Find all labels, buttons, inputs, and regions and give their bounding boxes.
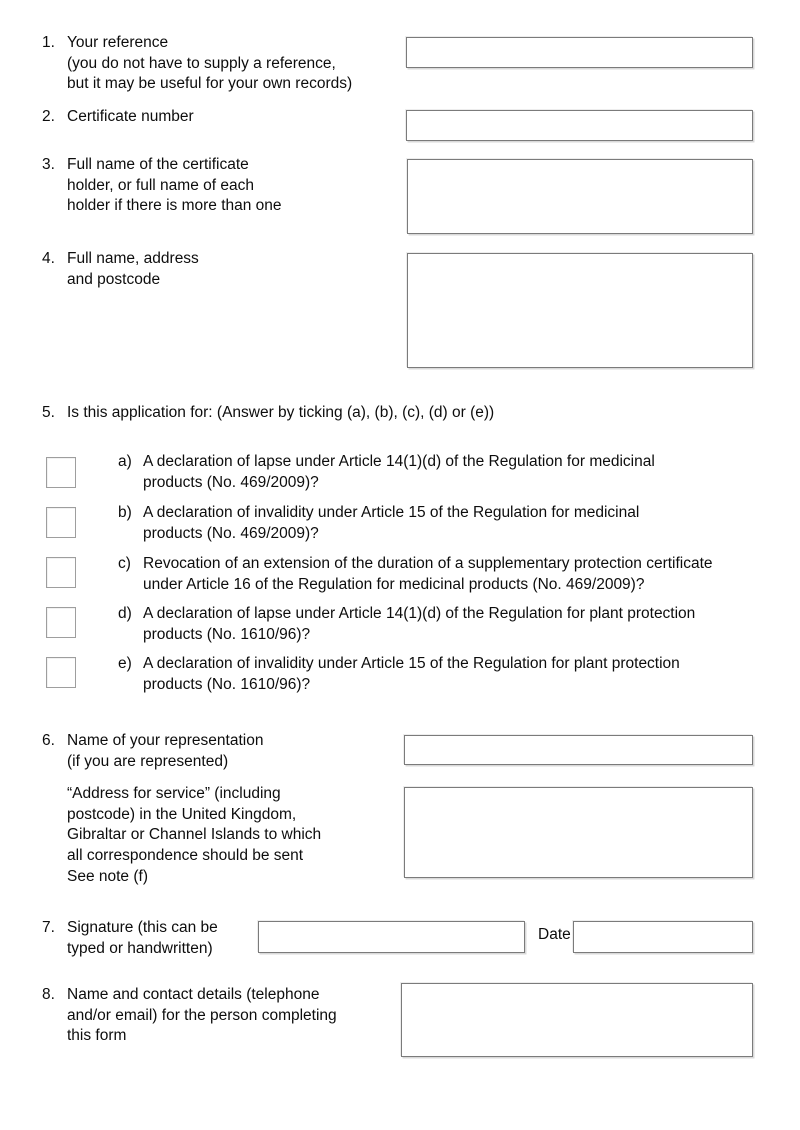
item-6-number: 6. bbox=[42, 732, 55, 749]
option-e-letter: e) bbox=[118, 655, 132, 672]
item-1-number: 1. bbox=[42, 34, 55, 51]
item-8-number: 8. bbox=[42, 986, 55, 1003]
name-address-postcode-input[interactable] bbox=[407, 253, 753, 368]
certificate-holder-name-input[interactable] bbox=[407, 159, 753, 234]
item-3-label: Full name of the certificate holder, or full name of each holder if there is more than one bbox=[67, 156, 282, 215]
checkbox-option-e[interactable] bbox=[46, 657, 76, 688]
address-for-service-input[interactable] bbox=[404, 787, 753, 878]
item-1-label: Your reference (you do not have to supply a reference, but it may be useful for your own records) bbox=[67, 34, 353, 93]
reference-input[interactable] bbox=[406, 37, 753, 68]
item-5-number: 5. bbox=[42, 404, 55, 421]
item-8-label: Name and contact details (telephone and/or email) for the person completing this form bbox=[67, 986, 337, 1045]
item-4-label: Full name, address and postcode bbox=[67, 250, 199, 288]
date-label: Date bbox=[538, 926, 571, 943]
option-a-letter: a) bbox=[118, 453, 132, 470]
option-b-letter: b) bbox=[118, 504, 132, 521]
item-3-number: 3. bbox=[42, 156, 55, 173]
item-4-number: 4. bbox=[42, 250, 55, 267]
item-7-number: 7. bbox=[42, 919, 55, 936]
signature-input[interactable] bbox=[258, 921, 525, 953]
address-for-service-label: “Address for service” (including postcode) in the United Kingdom, Gibraltar or Channel Islands to which all correspondence should be sent See note (f) bbox=[67, 785, 322, 885]
option-d-letter: d) bbox=[118, 605, 132, 622]
item-2-number: 2. bbox=[42, 108, 55, 125]
checkbox-option-c[interactable] bbox=[46, 557, 76, 588]
option-d-text: A declaration of lapse under Article 14(1)(d) of the Regulation for plant protection products (No. 1610/96)? bbox=[143, 605, 696, 643]
item-2-label: Certificate number bbox=[67, 108, 194, 125]
item-6-label: Name of your representation (if you are represented) bbox=[67, 732, 264, 770]
representation-name-input[interactable] bbox=[404, 735, 753, 765]
checkbox-option-d[interactable] bbox=[46, 607, 76, 638]
certificate-number-input[interactable] bbox=[406, 110, 753, 141]
date-input[interactable] bbox=[573, 921, 753, 953]
option-c-text: Revocation of an extension of the duration of a supplementary protection certificate under Article 16 of the Regulation for medicinal products (No. 469/2009)? bbox=[143, 555, 713, 593]
item-7-label: Signature (this can be typed or handwritten) bbox=[67, 919, 218, 957]
contact-details-input[interactable] bbox=[401, 983, 753, 1057]
option-a-text: A declaration of lapse under Article 14(1)(d) of the Regulation for medicinal products (No. 469/2009)? bbox=[143, 453, 655, 491]
option-b-text: A declaration of invalidity under Article 15 of the Regulation for medicinal products (No. 469/2009)? bbox=[143, 504, 640, 542]
checkbox-option-a[interactable] bbox=[46, 457, 76, 488]
checkbox-option-b[interactable] bbox=[46, 507, 76, 538]
item-5-label: Is this application for: (Answer by ticking (a), (b), (c), (d) or (e)) bbox=[67, 404, 495, 421]
option-c-letter: c) bbox=[118, 555, 131, 572]
option-e-text: A declaration of invalidity under Article 15 of the Regulation for plant protection products (No. 1610/96)? bbox=[143, 655, 680, 693]
